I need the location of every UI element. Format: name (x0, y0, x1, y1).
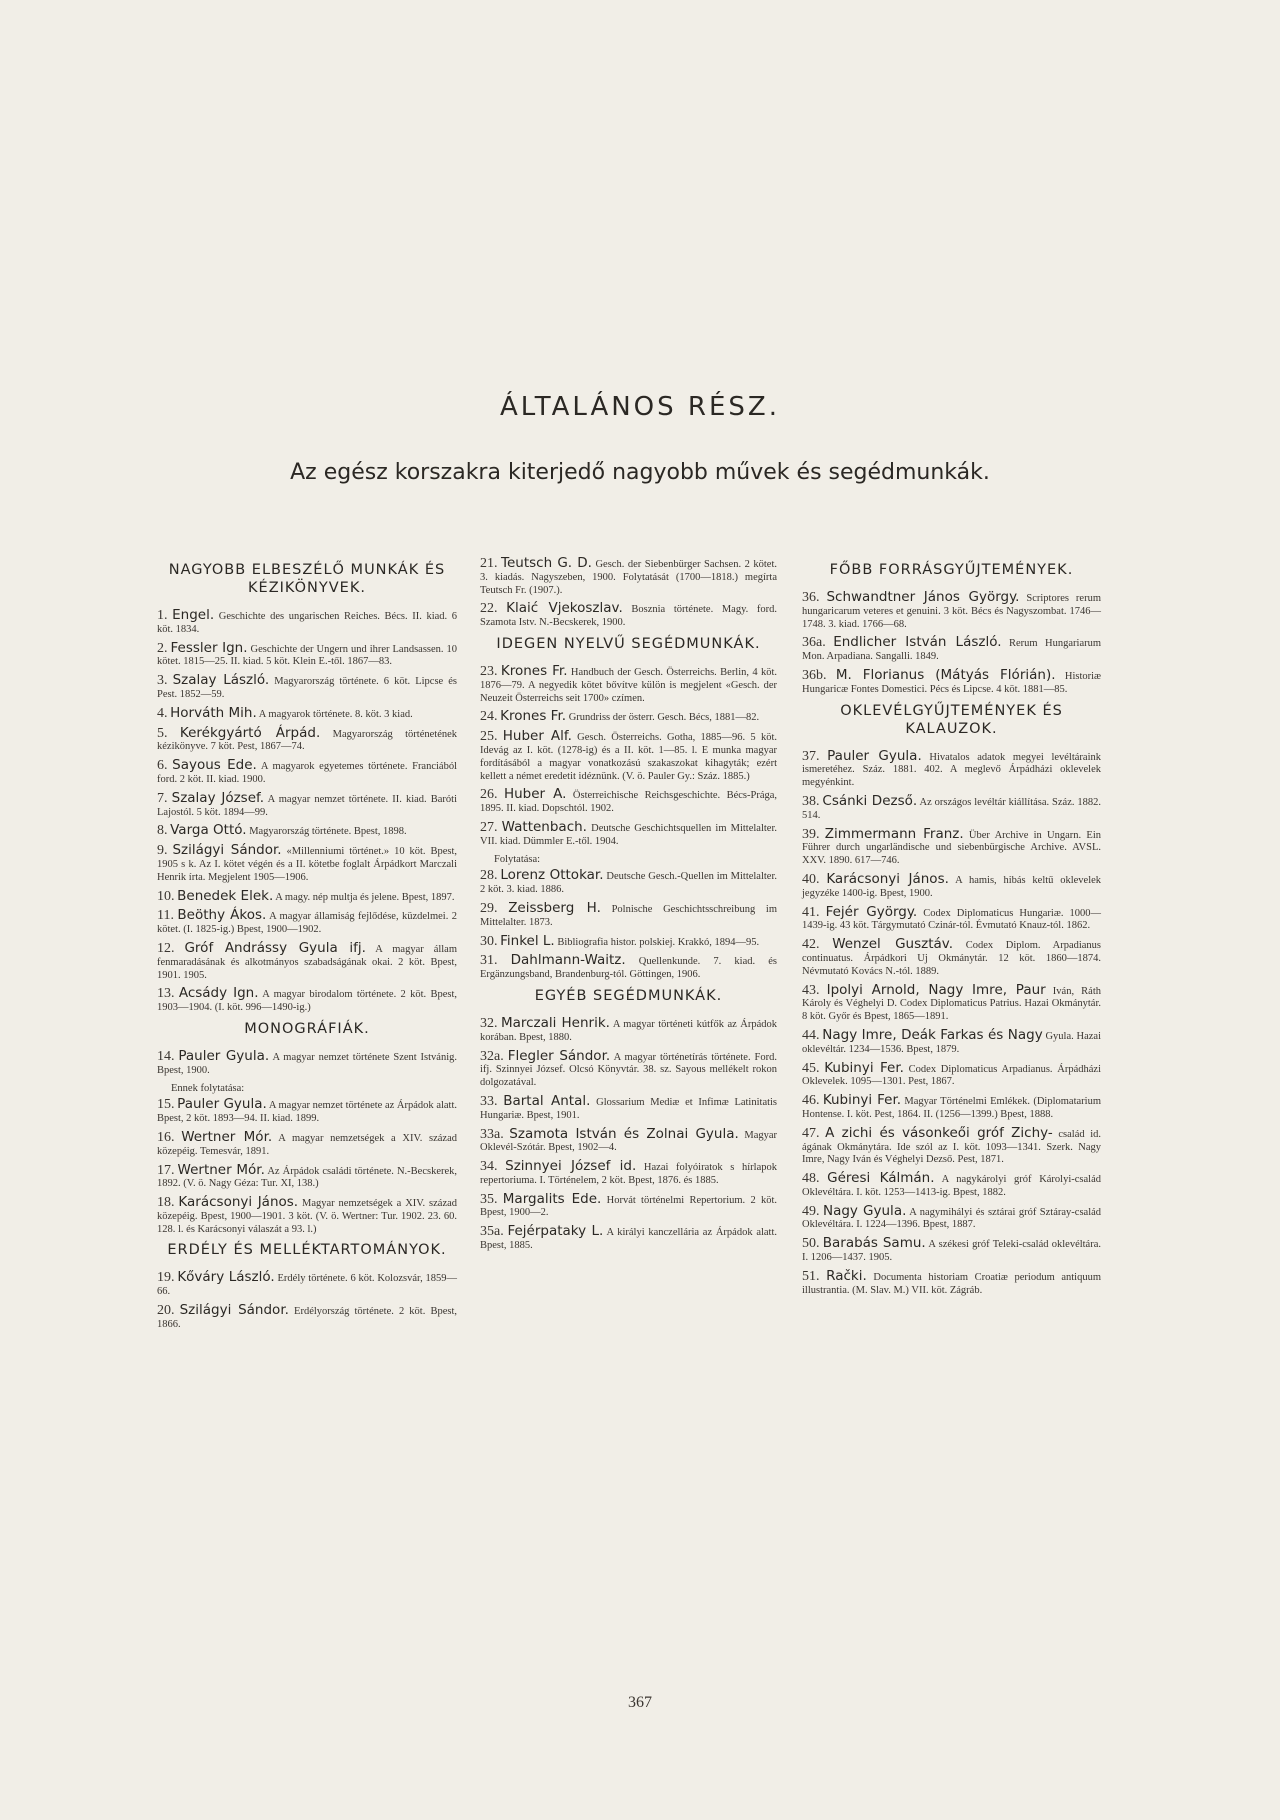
entry-text: Deutsche Gesch.-Quellen im Mittelalter. 2 köt. 3. kiad. 1886. (480, 871, 778, 896)
entry-text: Az Árpádok családi története. N.-Becskerek, 1892. (V. ö. Nagy Géza: Tur. XI, 138.) (157, 1165, 458, 1190)
entry-text: Hazai folyóiratok s hírlapok repertoriuma. I. Történelem, 2 köt. Bpest, 1876. és 1885. (480, 1162, 777, 1186)
section-heading: MONOGRÁFIÁK. (244, 1020, 370, 1037)
entry-number: 28. (480, 868, 498, 884)
bibliography-entry (480, 1014, 778, 1045)
bibliography-entry (157, 887, 457, 905)
bibliography-entry (157, 987, 457, 1015)
bibliography-entry (157, 1196, 457, 1236)
entry-author: Marczali Henrik. (500, 1014, 610, 1031)
entry-text: Bibliografia histor. polskiej. Krakkó, 1894—95. (557, 936, 760, 948)
page-title: ÁLTALÁNOS RÉSZ. (500, 392, 780, 422)
bibliography-entry (480, 1092, 778, 1123)
entry-text: A magyar államiság fejlődése, küzdelmei. 2 kötet. (I. 1825-ig.) Bpest, 1900—1902. (157, 911, 458, 936)
entry-author: Gróf Andrássy Gyula ifj. (184, 939, 366, 956)
entry-author: Krones Fr. (500, 662, 568, 679)
entry-text: Codex Diplomaticus Hungariæ. 1000—1439-ig. 43 köt. Tárgymutató Czinár-tól. Évmutató Knauz-tól. 1862. (802, 907, 1102, 932)
bibliography-entry (480, 932, 777, 950)
entry-author: Karácsonyi János. (826, 870, 949, 887)
entry-author: Szalay József. (171, 789, 265, 806)
entry-number: 35a. (480, 1224, 504, 1240)
entry-author: Klaić Vjekoszlav. (506, 600, 623, 617)
entry-number: 3. (157, 673, 168, 689)
entry-number: 45. (802, 1060, 820, 1076)
section-heading: FŐBB FORRÁSGYŰJTEMÉNYEK. (829, 562, 1074, 578)
entry-text: Geschichte der Ungern und ihrer Landsassen. 10 kötet. 1815—25. II. kiad. 5 köt. Klein E.-től. 1867—83. (157, 643, 458, 668)
entry-number: 5. (157, 725, 168, 741)
entry-number: 23. (480, 663, 498, 679)
entry-text: A nagykárolyi gróf Károlyi-család Oklevéltára. I. köt. 1253—1413-ig. Bpest, 1882. (802, 1174, 1101, 1198)
page-subtitle: Az egész korszakra kiterjedő nagyobb művek és segédmunkák. (290, 460, 990, 485)
entry-author: Kubinyi Fer. (824, 1059, 904, 1076)
entry-author: Ipolyi Arnold, Nagy Imre, Paur (826, 981, 1046, 998)
entry-author: Bartal Antal. (503, 1092, 591, 1109)
entry-text: Polnische Geschichtsschreibung im Mittelalter. 1873. (480, 903, 777, 928)
entry-text: A magyar nemzet története Szent Istvánig. Bpest, 1900. (157, 1051, 458, 1076)
entry-text: A magyar történeti kútfők az Árpádok korában. Bpest, 1880. (480, 1018, 778, 1043)
entry-text: A magyar nemzet története. II. kiad. Baróti Lajostól. 5 köt. 1894—99. (157, 793, 458, 818)
bibliography-entry (157, 1304, 457, 1332)
bibliography-entry (480, 730, 777, 783)
entry-number: 30. (480, 933, 498, 949)
entry-text: A magyarok egyetemes története. Franciából ford. 2 köt. II. kiad. 1900. (157, 761, 458, 785)
entry-number: 15. (157, 1097, 175, 1113)
entry-author: Szilágyi Sándor. (172, 842, 282, 859)
entry-text: Magyarország története. Bpest, 1898. (249, 826, 407, 838)
entry-author: Huber Alf. (502, 728, 572, 745)
entry-author: Fessler Ign. (170, 639, 248, 656)
entry-number: 47. (802, 1125, 820, 1141)
entry-text: A hamis, hibás keltű oklevelek jegyzéke 1400-ig. Bpest, 1900. (802, 874, 1102, 899)
entry-text: Österreichische Reichsgeschichte. Bécs-Prága, 1895. II. kiad. Dopschtól. 1902. (480, 790, 778, 815)
bibliography-entry (480, 818, 778, 849)
bibliography-entry (157, 674, 457, 702)
entry-author: M. Florianus (Mátyás Flórián). (835, 666, 1056, 683)
entry-author: Szilágyi Sándor. (179, 1302, 289, 1319)
entry-text: «Millenniumi történet.» 10 köt. Bpest, 1905 s k. Az I. kötet végén és a II. kötetbe foglalt Árpádkort Marczali Henrik írta. Megjelent 1905—1906. (157, 846, 458, 883)
entry-author: Csánki Dezső. (822, 792, 918, 809)
entry-number: 49. (802, 1203, 820, 1219)
entry-author: Dahlmann-Waitz. (510, 952, 626, 969)
bibliography-entry (480, 1190, 778, 1221)
entry-number: 21. (480, 556, 498, 571)
continuation-note: Folytatása: (494, 853, 541, 865)
bibliography-entry (157, 1047, 458, 1078)
entry-number: 41. (802, 904, 820, 920)
entry-author: A zichi és vásonkeői gróf Zichy- (825, 1124, 1053, 1141)
entry-number: 40. (802, 871, 820, 887)
entry-text: Handbuch der Gesch. Österreichs. Berlin, 4 köt. 1876—79. A negyedik kötet bővítve külön is megjelent «Gesch. der Neuzeit Österreichs seit 1700» czímen. (480, 666, 778, 704)
bibliography-entry (802, 825, 1102, 868)
section-heading: NAGYOBB ELBESZÉLŐ MUNKÁK ÉS KÉZIKÖNYVEK. (168, 562, 446, 596)
entry-author: Lorenz Ottokar. (500, 867, 604, 884)
entry-number: 39. (802, 826, 820, 842)
bibliography-entry (157, 824, 457, 839)
bibliography-entry (480, 662, 778, 705)
entry-number: 32a. (480, 1048, 504, 1064)
entry-number: 4. (157, 705, 168, 721)
entry-number: 35. (480, 1191, 498, 1207)
entry-number: 27. (480, 819, 498, 835)
entry-author: Engel. (172, 607, 215, 623)
entry-author: Fejér György. (825, 903, 918, 920)
entry-text: Horvát történelmi Repertorium. 2 köt. Bpest, 1900—2. (480, 1194, 778, 1219)
entry-number: 9. (157, 843, 168, 859)
entry-text: Erdély története. 6 köt. Kolozsvár, 1859—66. (157, 1273, 458, 1298)
entry-number: 50. (802, 1236, 820, 1252)
entry-text: A magyar birodalom története. 2 köt. Bpest, 1903—1904. (I. köt. 996—1490-ig.) (157, 989, 458, 1014)
entry-author: Rački. (826, 1267, 867, 1284)
entry-text: A királyi kanczellária az Árpádok alatt. Bpest, 1885. (480, 1227, 778, 1252)
entry-author: Géresi Kálmán. (827, 1170, 935, 1187)
entry-text: Gyula. Hazai oklevéltár. 1234—1536. Bpest, 1879. (802, 1030, 1102, 1055)
entry-text: Hivatalos adatok megyei levéltáraink ismeretéhez. Száz. 1881. 402. A meglevő Árpádházi oklevelek megyénkint. (802, 751, 1101, 789)
entry-number: 12. (157, 940, 175, 956)
entry-author: Wertner Mór. (177, 1161, 265, 1178)
bibliography-entry (480, 899, 777, 930)
entry-text: Grundriss der österr. Gesch. Bécs, 1881—82. (568, 712, 760, 724)
section-heading: EGYÉB SEGÉDMUNKÁK. (534, 987, 723, 1004)
entry-number: 46. (802, 1093, 820, 1109)
entry-number: 36a. (802, 635, 826, 651)
entry-text: Rerum Hungariarum Mon. Arpadiana. Sangalli. 1849. (802, 638, 1102, 663)
entry-number: 25. (480, 729, 498, 745)
entry-text: Erdélyország története. 2 köt. Bpest, 1866. (157, 1306, 457, 1330)
entry-number: 34. (480, 1159, 498, 1175)
entry-number: 44. (802, 1027, 820, 1043)
entry-text: A székesi gróf Teleki-család oklevéltára. I. 1206—1437. 1905. (802, 1239, 1102, 1264)
entry-author: Wertner Mór. (181, 1128, 273, 1145)
bibliography-entry (802, 1059, 1102, 1090)
bibliography-entry (480, 710, 777, 725)
entry-number: 31. (480, 953, 498, 969)
entry-number: 36. (802, 590, 820, 605)
entry-text: A magyar állam fenmaradásának és alkotmányos szabadságának okai. 2 köt. Bpest, 1901. 1905. (157, 943, 458, 981)
page-number: 367 (628, 1694, 652, 1711)
entry-text: Deutsche Geschichtsquellen im Mittelalter. VII. kiad. Dümmler E.-től. 1904. (480, 822, 778, 847)
entry-author: Endlicher István László. (833, 634, 1002, 651)
entry-number: 32. (480, 1015, 498, 1031)
bibliography-entry (480, 602, 777, 630)
entry-number: 42. (802, 937, 820, 953)
entry-author: Finkel L. (500, 932, 555, 949)
entry-number: 36b. (802, 667, 827, 683)
entry-author: Horváth Mih. (170, 704, 257, 721)
entry-text: Codex Diplomaticus Arpadianus. Árpádházi Oklevelek. 1095—1301. Pest, 1867. (802, 1063, 1102, 1088)
entry-author: Acsády Ign. (178, 985, 259, 1002)
entry-text: Glossarium Mediæ et Infimæ Latinitatis Hungariæ. Bpest, 1901. (480, 1096, 778, 1121)
entry-number: 22. (480, 601, 498, 617)
entry-author: Karácsonyi János. (178, 1194, 299, 1211)
bibliography-entry (802, 938, 1101, 978)
entry-number: 6. (157, 758, 168, 774)
entry-text: Bosznia története. Magy. ford. Szamota Istv. N.-Becskerek, 1900. (480, 604, 778, 629)
entry-text: Magyarország története. 6 köt. Lipcse és Pest. 1852—59. (157, 676, 458, 700)
entry-number: 8. (157, 823, 168, 839)
bibliography-entry (802, 792, 1102, 823)
entry-author: Nagy Gyula. (822, 1202, 907, 1219)
entry-number: 48. (802, 1171, 820, 1187)
entry-text: A magyar történetírás története. Ford. ifj. Szinnyei József. Olcsó Könyvtár. 38. sz. Sayous mellékelt rokon dolgozatával. (480, 1051, 778, 1089)
entry-author: Nagy Imre, Deák Farkas és Nagy (822, 1026, 1043, 1043)
bibliography-entry (802, 903, 1102, 934)
entry-author: Szalay László. (172, 672, 270, 689)
bibliography-entry (480, 954, 777, 982)
entry-text: Magyar nemzetségek a XIV. század közepéig. Bpest, 1900—1901. 3 köt. (V. ö. Wertner: Tur. 1902. 23. 60. 128. l. és Karácsonyi válaszát a 93. l.) (157, 1198, 458, 1235)
entry-author: Sayous Ede. (172, 757, 257, 774)
bibliography-entry (802, 747, 1101, 790)
bibliography-entry (157, 1128, 457, 1159)
entry-text: Iván, Ráth Károly és Véghelyi D. Codex Diplomaticus Patrius. Hazai Okmánytár. 8 köt. Győr és Bpest, 1865—1891. (802, 985, 1101, 1023)
entry-number: 51. (802, 1268, 820, 1284)
entry-number: 29. (480, 900, 498, 916)
entry-number: 33. (480, 1093, 498, 1109)
entry-number: 13. (157, 986, 175, 1002)
bibliography-entry (480, 557, 777, 597)
bibliography-entry (802, 1026, 1102, 1057)
entry-number: 33a. (480, 1126, 504, 1142)
entry-number: 37. (802, 748, 820, 764)
column-3 (802, 557, 1101, 1302)
bibliography-entry (157, 704, 457, 722)
column-1 (157, 557, 457, 1337)
entry-text: Historiæ Hungaricæ Fontes Domestici. Pécs és Lipcse. 4 köt. 1881—85. (802, 670, 1102, 695)
entry-number: 38. (802, 793, 820, 809)
entry-text: Über Archive in Ungarn. Ein Führer durch ungarländische und siebenbürgische Archive. AVSL. XXV. 1890. 617—746. (802, 829, 1102, 867)
bibliography-entry (157, 1161, 458, 1192)
bibliography-entry (480, 1225, 777, 1253)
continuation-note: Ennek folytatása: (171, 1082, 245, 1094)
bibliography-entry (802, 981, 1101, 1024)
bibliography-entry (802, 1237, 1101, 1265)
entry-author: Kubinyi Fer. (822, 1092, 902, 1109)
entry-author: Wattenbach. (501, 818, 587, 835)
entry-text: Documenta historiam Croatiæ periodum antiquum illustrantia. (M. Slav. M.) VII. köt. Zágráb. (802, 1271, 1101, 1296)
entry-text: Gesch. der Siebenbürger Sachsen. 2 kötet. 3. kiadás. Nagyszeben, 1900. Folytatását (1700—1818.) megírta Teutsch Fr. (1907.). (480, 559, 777, 596)
entry-number: 2. (157, 640, 168, 656)
bibliography-entry (802, 1172, 1101, 1200)
entry-text: Magyarország történetének kézikönyve. 7 köt. Pest, 1867—74. (157, 728, 458, 753)
entry-text: Gesch. Österreichs. Gotha, 1885—96. 5 köt. Idevág az I. köt. (1278-ig) és a II. köt. 1—85. l. E munka magyar fordításából a magyar vonatkozású szakaszokat kihagyták; ezért kellett a német eredetit idéznünk. (V. ö. Pauler Gy.: Száz. 1885.) (480, 732, 777, 782)
entry-author: Pauler Gyula. (178, 1047, 270, 1064)
entry-number: 20. (157, 1303, 175, 1319)
entry-author: Huber A. (503, 786, 567, 803)
bibliography-entry (157, 909, 457, 937)
entry-author: Pauler Gyula. (177, 1096, 267, 1113)
entry-author: Fejérpataky L. (507, 1223, 604, 1240)
bibliography-entry (480, 1047, 778, 1090)
entry-author: Schwandtner János György. (826, 589, 1020, 605)
entry-text: A magyar nemzet története az Árpádok alatt. Bpest, 2 köt. 1893—94. II. kiad. 1899. (157, 1100, 458, 1125)
entry-number: 7. (157, 790, 168, 806)
entry-text: Quellenkunde. 7. kiad. és Ergänzungsband, Brandenburg-tól. Göttingen, 1906. (480, 956, 777, 981)
entry-number: 19. (157, 1270, 175, 1286)
entry-text: A magy. nép multja és jelene. Bpest, 1897. (275, 891, 455, 903)
bibliography-entry (802, 1124, 1102, 1167)
entry-author: Szamota István és Zolnai Gyula. (509, 1125, 739, 1142)
entry-number: 16. (157, 1129, 175, 1145)
entry-author: Varga Ottó. (170, 822, 247, 839)
bibliography-entry (157, 724, 458, 755)
entry-number: 14. (157, 1048, 175, 1064)
entry-author: Beöthy Ákos. (177, 907, 267, 924)
entry-text: Az országos levéltár kiállítása. Száz. 1882. 514. (802, 796, 1102, 821)
entry-author: Szinnyei József id. (505, 1158, 637, 1175)
bibliography-entry (480, 869, 777, 897)
entry-number: 11. (157, 908, 174, 924)
section-heading: ERDÉLY ÉS MELLÉKTARTOMÁNYOK. (167, 1242, 447, 1259)
bibliography-entry (480, 1160, 777, 1188)
entry-author: Teutsch G. D. (501, 555, 592, 571)
entry-author: Zimmermann Franz. (824, 825, 964, 842)
entry-number: 18. (157, 1195, 175, 1211)
entry-number: 43. (802, 982, 820, 998)
section-heading: OKLEVÉLGYŰJTEMÉNYEK ÉS KALAUZOK. (840, 702, 1063, 737)
bibliography-entry (802, 870, 1102, 901)
bibliography-entry (157, 844, 457, 884)
bibliography-entry (802, 1094, 1101, 1122)
bibliography-entry (157, 789, 458, 820)
bibliography-entry (157, 609, 457, 637)
entry-number: 17. (157, 1162, 175, 1178)
entry-author: Flegler Sándor. (507, 1047, 611, 1064)
entry-text: A magyarok története. 8. köt. 3 kiad. (258, 708, 413, 720)
entry-author: Kerékgyártó Árpád. (179, 724, 321, 741)
entry-text: A nagymihályi és sztárai gróf Sztáray-család Oklevéltára. I. 1224—1396. Bpest, 1887. (802, 1206, 1102, 1231)
entry-text: család id. ágának Okmánytára. Ide szól az I. köt. 1093—1341. Szerk. Nagy Imre, Nagy Iván és Véghelyi Dezső. Pest, 1871. (802, 1128, 1102, 1166)
bibliography-entry (802, 591, 1101, 631)
entry-number: 24. (480, 709, 498, 725)
bibliography-entry (802, 666, 1102, 697)
bibliography-entry (480, 788, 777, 816)
entry-author: Benedek Elek. (177, 887, 274, 904)
entry-text: Scriptores rerum hungaricarum veteres et genuini. 3 köt. Bécs és Nagyszombat. 1746—1748. 3. kiad. 1766—68. (802, 593, 1101, 630)
entry-author: Zeissberg H. (508, 899, 601, 916)
bibliography-entry (480, 1125, 778, 1156)
column-2 (480, 557, 777, 1258)
entry-author: Margalits Ede. (502, 1190, 602, 1207)
bibliography-entry (157, 1098, 457, 1126)
bibliography-entry (157, 639, 458, 670)
entry-number: 10. (157, 888, 175, 904)
bibliography-entry (802, 1267, 1101, 1298)
entry-text: Codex Diplom. Arpadianus continuatus. Árpádkori Uj Okmánytár. 12 köt. 1860—1874. Névmutató Kovács N.-tól. 1889. (802, 940, 1102, 977)
entry-author: Krones Fr. (500, 708, 567, 725)
entry-number: 26. (480, 787, 498, 803)
bibliography-entry (802, 636, 1101, 664)
entry-text: Geschichte des ungarischen Reiches. Bécs. II. kiad. 6 köt. 1834. (157, 611, 458, 635)
bibliography-entry (802, 1202, 1102, 1233)
entry-text: Magyar Oklevél-Szótár. Bpest, 1902—4. (480, 1129, 778, 1154)
entry-author: Pauler Gyula. (827, 747, 922, 764)
bibliography-entry (157, 759, 457, 787)
entry-author: Barabás Samu. (822, 1235, 926, 1252)
bibliography-entry (157, 939, 458, 982)
entry-text: A magyar nemzetségek a XIV. század közepéig. Temesvár, 1891. (157, 1132, 457, 1157)
section-heading: IDEGEN NYELVŰ SEGÉDMUNKÁK. (496, 635, 761, 652)
bibliography-entry (157, 1271, 457, 1299)
entry-text: Magyar Történelmi Emlékek. (Diplomatarium Hontense. I. köt. Pest, 1864. II. (1256—1399.) Bpest, 1888. (802, 1096, 1102, 1120)
entry-author: Kőváry László. (177, 1269, 275, 1286)
entry-author: Wenzel Gusztáv. (832, 936, 954, 953)
entry-number: 1. (157, 608, 168, 623)
